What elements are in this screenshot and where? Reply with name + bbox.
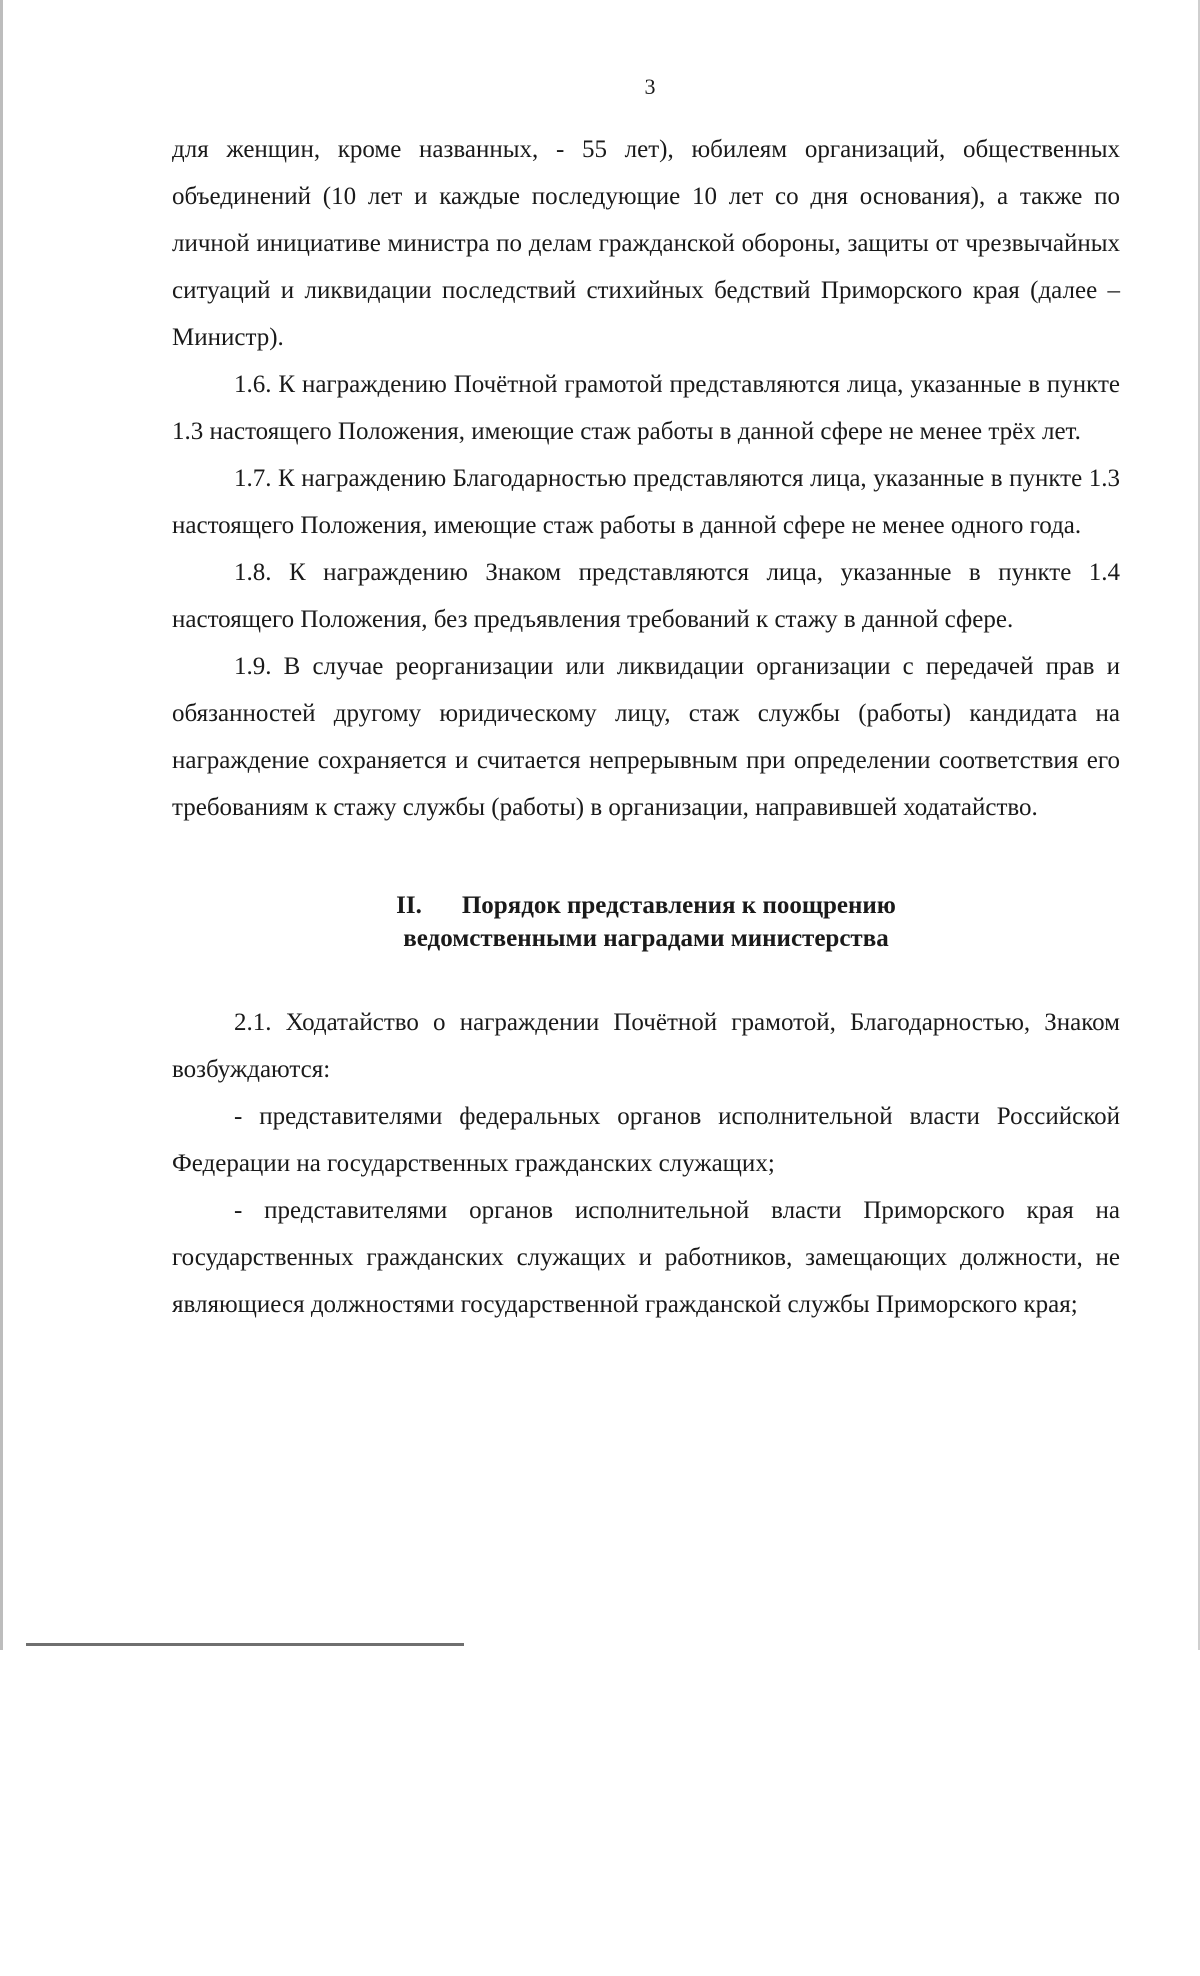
section-heading bbox=[172, 889, 1120, 955]
paragraph-1-9: 1.9. В случае реорганизации или ликвидации организации с передачей прав и обязанностей другому юридическому лицу, стаж службы (работы) кандидата на награждение сохраняется и считается непрерывным при определении соответствия его требованиям к стажу службы (работы) в организации, направившей ходатайство. bbox=[172, 653, 1120, 821]
paragraph-1-8: 1.8. К награждению Знаком представляются лица, указанные в пункте 1.4 настоящего Положения, без предъявления требований к стажу в данной сфере. bbox=[172, 559, 1120, 633]
page-number: 3 bbox=[644, 74, 656, 99]
section-title-line1: Порядок представления к поощрению bbox=[461, 892, 896, 919]
paragraph-1-7: 1.7. К награждению Благодарностью представляются лица, указанные в пункте 1.3 настоящего Положения, имеющие стаж работы в данной сфере не менее одного года. bbox=[172, 465, 1120, 539]
scan-edge-left bbox=[0, 0, 3, 1650]
scan-edge-bottom bbox=[26, 1643, 464, 1646]
document-body bbox=[172, 126, 1120, 1328]
paragraph-regional-bodies: - представителями органов исполнительной власти Приморского края на государственных гражданских служащих и работников, замещающих должности, не являющиеся должностями государственной гражданской службы Приморского края; bbox=[172, 1197, 1120, 1318]
paragraph-continuation: для женщин, кроме названных, - 55 лет), юбилеям организаций, общественных объединений (10 лет и каждые последующие 10 лет со дня основания), а также по личной инициативе министра по делам гражданской обороны, защиты от чрезвычайных ситуаций и ликвидации последствий стихийных бедствий Приморского края (далее – Министр). bbox=[172, 136, 1120, 351]
section-number: II. bbox=[396, 892, 422, 919]
paragraph-1-6: 1.6. К награждению Почётной грамотой представляются лица, указанные в пункте 1.3 настоящего Положения, имеющие стаж работы в данной сфере не менее трёх лет. bbox=[172, 371, 1120, 445]
paragraph-federal-bodies: - представителями федеральных органов исполнительной власти Российской Федерации на государственных гражданских служащих; bbox=[172, 1103, 1120, 1177]
section-heading-line1 bbox=[172, 889, 1120, 922]
paragraph-2-1: 2.1. Ходатайство о награждении Почётной грамотой, Благодарностью, Знаком возбуждаются: bbox=[172, 1009, 1120, 1083]
section-title-line2: ведомственными наградами министерства bbox=[403, 925, 889, 952]
